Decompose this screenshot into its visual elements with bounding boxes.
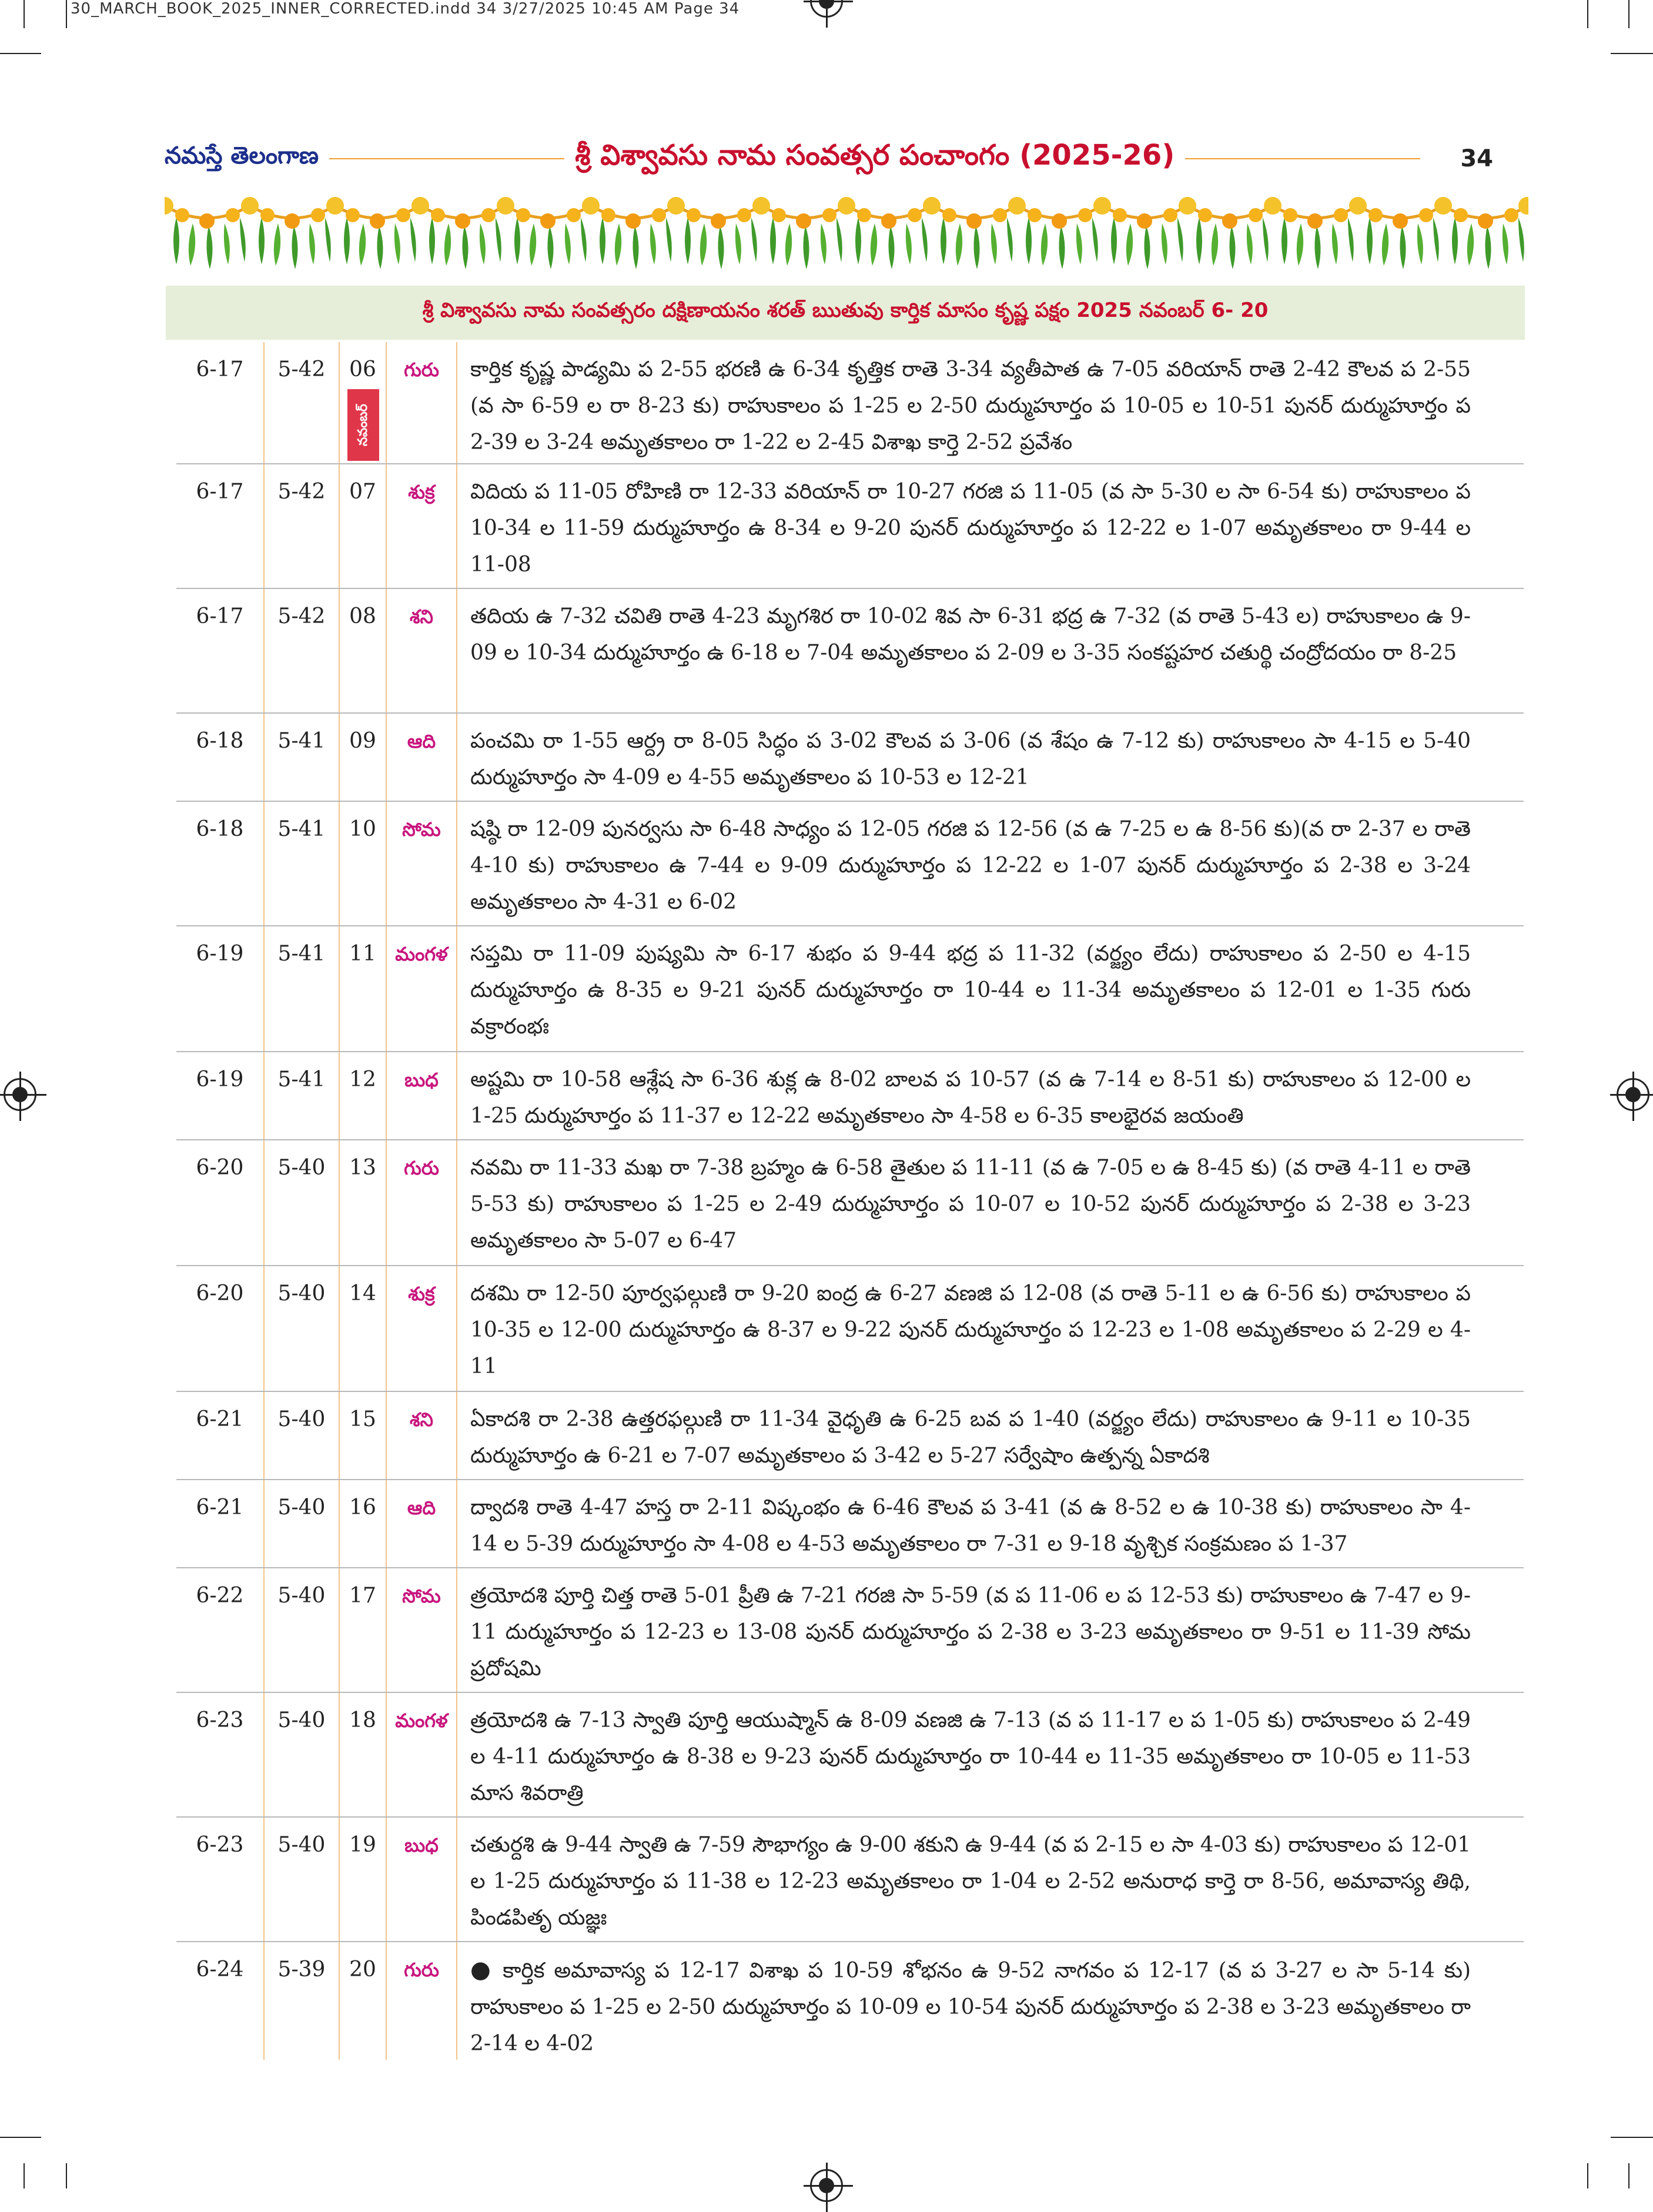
sunrise-time: 6-19	[176, 1052, 265, 1139]
crop-mark	[1587, 0, 1588, 28]
crop-mark	[1587, 2163, 1588, 2188]
page-title: శ్రీ విశ్వావసు నామ సంవత్సర పంచాంగం (2025-26)	[575, 139, 1175, 172]
page-header	[165, 138, 1493, 179]
sunrise-time: 6-20	[176, 1140, 265, 1265]
date-number: 13	[340, 1140, 387, 1265]
day-details: ద్వాదశి రాతె 4-47 హస్త రా 2-11 విష్కంభం ఉ 6-46 కౌలవ ప 3-41 (వ ఉ 8-52 ల ఉ 10-38 కు) రాహుకాలం సా 4-14 ల 5-39 దుర్ముహూర్తం సా 4-08 ల 4-53 అమృతకాలం రా 7-31 ల 9-18 వృశ్చిక సంక్రమణం ప 1-37	[470, 1495, 1471, 1556]
table-row	[176, 464, 1524, 589]
date-number: 11	[340, 926, 387, 1051]
crop-mark	[1628, 0, 1629, 28]
crop-mark	[66, 0, 67, 28]
day-details: విదియ ప 11-05 రోహిణి రా 12-33 వరియాన్ రా 10-27 గరజి ప 11-05 (వ సా 5-30 ల సా 6-54 కు) రాహుకాలం ప 10-34 ల 11-59 దుర్ముహూర్తం ఉ 8-34 ల 9-20 పునర్ దుర్ముహూర్తం ప 12-22 ల 1-07 అమృతకాలం రా 9-44 ల 11-08	[470, 480, 1471, 577]
crop-mark	[1628, 2163, 1629, 2188]
date-number: 09	[340, 714, 387, 801]
sunset-time: 5-40	[265, 1392, 340, 1479]
date-number: 14	[340, 1266, 387, 1391]
header-rule	[1185, 158, 1420, 159]
weekday: శుక్ర	[387, 464, 457, 588]
registration-mark	[810, 2169, 843, 2202]
crop-mark	[66, 2163, 67, 2188]
weekday: గురు	[387, 1942, 457, 2060]
day-details: కార్తిక కృష్ణ పాడ్యమి ప 2-55 భరణి ఉ 6-34 కృత్తిక రాతె 3-34 వ్యతీపాత ఉ 7-05 వరియాన్ రాతె 2-42 కౌలవ ప 2-55 (వ సా 6-59 ల రా 8-23 కు) రాహుకాలం ప 1-25 ల 2-50 దుర్ముహూర్తం ప 10-05 ల 10-51 పునర్ దుర్ముహూర్తం ప 2-39 ల 3-24 అమృతకాలం రా 1-22 ల 2-45 విశాఖ కార్తె 2-52 ప్రవేశం	[470, 357, 1471, 454]
table-row	[176, 714, 1524, 802]
sunset-time: 5-41	[265, 802, 340, 925]
table-row	[176, 926, 1524, 1052]
table-row	[176, 1392, 1524, 1480]
weekday: మంగళ	[387, 1693, 457, 1816]
page-number: 34	[1460, 145, 1493, 172]
day-details: దశమి రా 12-50 పూర్వఫల్గుణి రా 9-20 ఐంద్ర ఉ 6-27 వణజి ప 12-08 (వ రాతె 5-11 ల ఉ 6-56 కు) రాహుకాలం ప 10-35 ల 12-00 దుర్ముహూర్తం ఉ 8-37 ల 9-22 పునర్ దుర్ముహూర్తం ప 12-23 ల 1-08 అమృతకాలం ప 2-29 ల 4-11	[470, 1281, 1471, 1378]
sunrise-time: 6-24	[176, 1942, 265, 2060]
sunrise-time: 6-22	[176, 1568, 265, 1692]
sunset-time: 5-42	[265, 464, 340, 588]
sunset-time: 5-40	[265, 1140, 340, 1265]
sunrise-time: 6-19	[176, 926, 265, 1051]
sunset-time: 5-42	[265, 589, 340, 712]
crop-mark	[24, 0, 25, 28]
table-row	[176, 1266, 1524, 1392]
panchangam-table	[176, 342, 1524, 2060]
day-details: పంచమి రా 1-55 ఆర్ద్ర రా 8-05 సిద్ధం ప 3-02 కౌలవ ప 3-06 (వ శేషం ఉ 7-12 కు) రాహుకాలం సా 4-15 ల 5-40 దుర్ముహూర్తం సా 4-09 ల 4-55 అమృతకాలం ప 10-53 ల 12-21	[470, 729, 1471, 789]
date-number: 16	[340, 1480, 387, 1567]
day-details: షష్ఠి రా 12-09 పునర్వసు సా 6-48 సాధ్యం ప 12-05 గరజి ప 12-56 (వ ఉ 7-25 ల ఉ 8-56 కు)(వ రా 2-37 ల రాతె 4-10 కు) రాహుకాలం ఉ 7-44 ల 9-09 దుర్ముహూర్తం ప 12-22 ల 1-07 పునర్ దుర్ముహూర్తం ప 2-38 ల 3-24 అమృతకాలం సా 4-31 ల 6-02	[470, 817, 1471, 914]
sunrise-time: 6-17	[176, 589, 265, 712]
registration-mark	[4, 1078, 36, 1111]
registration-mark	[810, 0, 843, 18]
sunrise-time: 6-17	[176, 342, 265, 463]
day-details: ఏకాదశి రా 2-38 ఉత్తరఫల్గుణి రా 11-34 వైధృతి ఉ 6-25 బవ ప 1-40 (వర్జ్యం లేదు) రాహుకాలం ఉ 9-11 ల 10-35 దుర్ముహూర్తం ఉ 6-21 ల 7-07 అమృతకాలం ప 3-42 ల 5-27 సర్వేషాం ఉత్పన్న ఏకాదశి	[470, 1407, 1471, 1468]
date-number: 10	[340, 802, 387, 925]
sunset-time: 5-39	[265, 1942, 340, 2060]
bullet-icon: ●	[470, 1956, 494, 1983]
date-number: 08	[340, 589, 387, 712]
day-details: త్రయోదశి పూర్తి చిత్త రాతె 5-01 ప్రీతి ఉ 7-21 గరజి సా 5-59 (వ ప 11-06 ల ప 12-53 కు) రాహుకాలం ఉ 7-47 ల 9-11 దుర్ముహూర్తం ప 12-23 ల 13-08 పునర్ దుర్ముహూర్తం ప 2-38 ల 3-23 అమృతకాలం రా 9-51 ల 11-39 సోమ ప్రదోషమి	[470, 1584, 1471, 1681]
sunset-time: 5-41	[265, 714, 340, 801]
crop-mark	[24, 2163, 25, 2188]
print-slug: 30_MARCH_BOOK_2025_INNER_CORRECTED.indd 34 3/27/2025 10:45 AM Page 34	[71, 0, 740, 18]
date-number: 12	[340, 1052, 387, 1139]
table-row	[176, 342, 1524, 464]
day-details	[457, 1942, 1524, 2060]
day-details: చతుర్దశి ఉ 9-44 స్వాతి ఉ 7-59 సౌభాగ్యం ఉ 9-00 శకుని ఉ 9-44 (వ ప 2-15 ల సా 4-03 కు) రాహుకాలం ప 12-01 ల 1-25 దుర్ముహూర్తం ప 11-38 ల 12-23 అమృతకాలం రా 1-04 ల 2-52 అనురాధ కార్తె రా 8-56, అమావాస్య తిథి, పిండపితృ యజ్ఞః	[470, 1833, 1471, 1930]
date-number: 15	[340, 1392, 387, 1479]
crop-mark	[1611, 53, 1653, 54]
day-details: త్రయోదశి ఉ 7-13 స్వాతి పూర్తి ఆయుష్మాన్ ఉ 8-09 వణజి ఉ 7-13 (వ ప 11-17 ల ప 1-05 కు) రాహుకాలం ప 2-49 ల 4-11 దుర్ముహూర్తం ఉ 8-38 ల 9-23 పునర్ దుర్ముహూర్తం రా 10-44 ల 11-35 అమృతకాలం రా 10-05 ల 11-53 మాస శివరాత్రి	[470, 1708, 1471, 1805]
weekday: బుధ	[387, 1818, 457, 1941]
date-number: 19	[340, 1818, 387, 1941]
weekday: మంగళ	[387, 926, 457, 1051]
weekday: ఆది	[387, 1480, 457, 1567]
table-row	[176, 1052, 1524, 1140]
table-row	[176, 1818, 1524, 1942]
table-row	[176, 1942, 1524, 2060]
brand-name: నమస్తే తెలంగాణ	[165, 142, 319, 169]
table-row	[176, 589, 1524, 714]
sunset-time: 5-40	[265, 1480, 340, 1567]
registration-mark	[1617, 1078, 1649, 1111]
crop-mark	[1611, 2137, 1653, 2138]
header-rule	[329, 158, 564, 159]
date-number: 07	[340, 464, 387, 588]
date-cell	[340, 342, 387, 463]
sunrise-time: 6-18	[176, 714, 265, 801]
sunrise-time: 6-17	[176, 464, 265, 588]
sunrise-time: 6-23	[176, 1693, 265, 1816]
weekday: బుధ	[387, 1052, 457, 1139]
day-details-text: కార్తిక అమావాస్య ప 12-17 విశాఖ ప 10-59 శోభనం ఉ 9-52 నాగవం ప 12-17 (వ ప 3-27 ల సా 5-14 కు) రాహుకాలం ప 1-25 ల 2-50 దుర్ముహూర్తం ప 10-09 ల 10-54 పునర్ దుర్ముహూర్తం ప 2-38 ల 3-23 అమృతకాలం రా 2-14 ల 4-02	[470, 1959, 1471, 2056]
date-number: 18	[340, 1693, 387, 1816]
sunrise-time: 6-23	[176, 1818, 265, 1941]
date-number: 17	[340, 1568, 387, 1692]
crop-mark	[0, 2137, 41, 2138]
day-details: సప్తమి రా 11-09 పుష్యమి సా 6-17 శుభం ప 9-44 భద్ర ప 11-32 (వర్జ్యం లేదు) రాహుకాలం ప 2-50 ల 4-15 దుర్ముహూర్తం ఉ 8-35 ల 9-21 పునర్ దుర్ముహూర్తం రా 10-44 ల 11-34 అమృతకాలం ప 12-01 ల 1-35 గురు వక్రారంభః	[470, 942, 1471, 1039]
sunset-time: 5-40	[265, 1568, 340, 1692]
table-row	[176, 802, 1524, 926]
weekday: గురు	[387, 342, 457, 463]
section-subheader: శ్రీ విశ్వావసు నామ సంవత్సరం దక్షిణాయనం శరత్ ఋతువు కార్తిక మాసం కృష్ణ పక్షం 2025 నవంబర్ 6- 20	[166, 286, 1525, 340]
day-details: అష్టమి రా 10-58 ఆశ్లేష సా 6-36 శుక్ల ఉ 8-02 బాలవ ప 10-57 (వ ఉ 7-14 ల 8-51 కు) రాహుకాలం ప 12-00 ల 1-25 దుర్ముహూర్తం ప 11-37 ల 12-22 అమృతకాలం సా 4-58 ల 6-35 కాలభైరవ జయంతి	[470, 1067, 1471, 1128]
sunset-time: 5-41	[265, 1052, 340, 1139]
weekday: గురు	[387, 1140, 457, 1265]
sunset-time: 5-40	[265, 1693, 340, 1816]
weekday: సోమ	[387, 802, 457, 925]
date-number: 20	[340, 1942, 387, 2060]
sunset-time: 5-41	[265, 926, 340, 1051]
day-details: నవమి రా 11-33 మఖ రా 7-38 బ్రహ్మం ఉ 6-58 తైతుల ప 11-11 (వ ఉ 7-05 ల ఉ 8-45 కు) (వ రాతె 4-11 ల రాతె 5-53 కు) రాహుకాలం ప 1-25 ల 2-49 దుర్ముహూర్తం ప 10-07 ల 10-52 పునర్ దుర్ముహూర్తం ప 2-38 ల 3-23 అమృతకాలం సా 5-07 ల 6-47	[470, 1156, 1471, 1253]
day-details: తదియ ఉ 7-32 చవితి రాతె 4-23 మృగశిర రా 10-02 శివ సా 6-31 భద్ర ఉ 7-32 (వ రాతె 5-43 ల) రాహుకాలం ఉ 9-09 ల 10-34 దుర్ముహూర్తం ఉ 6-18 ల 7-04 అమృతకాలం ప 2-09 ల 3-35 సంకష్టహర చతుర్థి చంద్రోదయం రా 8-25	[470, 604, 1471, 665]
garland-decoration	[165, 194, 1528, 270]
weekday: శని	[387, 1392, 457, 1479]
sunrise-time: 6-20	[176, 1266, 265, 1391]
sunset-time: 5-40	[265, 1266, 340, 1391]
table-row	[176, 1140, 1524, 1266]
weekday: ఆది	[387, 714, 457, 801]
table-row	[176, 1693, 1524, 1818]
sunrise-time: 6-18	[176, 802, 265, 925]
table-row	[176, 1480, 1524, 1568]
month-tag: నవంబర్	[347, 389, 379, 461]
table-row	[176, 1568, 1524, 1693]
sunset-time: 5-40	[265, 1818, 340, 1941]
weekday: శుక్ర	[387, 1266, 457, 1391]
sunset-time: 5-42	[265, 342, 340, 463]
date-number: 06	[349, 357, 376, 382]
weekday: శని	[387, 589, 457, 712]
sunrise-time: 6-21	[176, 1480, 265, 1567]
sunrise-time: 6-21	[176, 1392, 265, 1479]
weekday: సోమ	[387, 1568, 457, 1692]
crop-mark	[0, 53, 41, 54]
